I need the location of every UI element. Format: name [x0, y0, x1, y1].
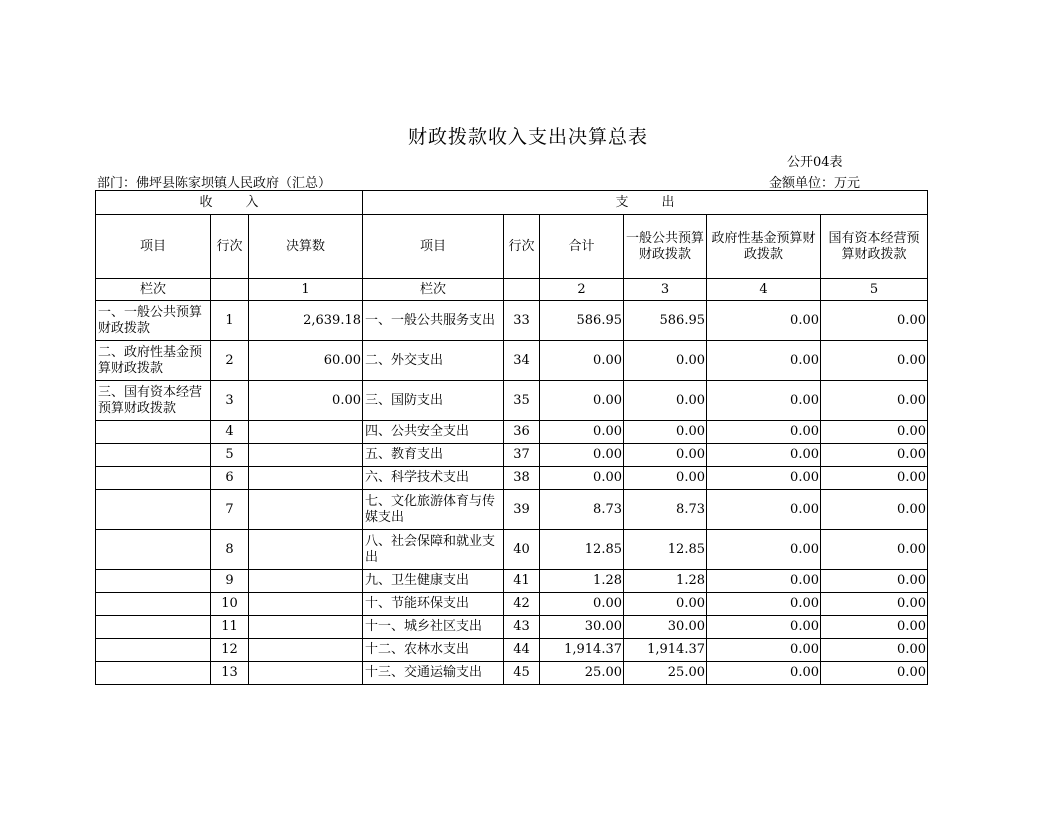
income-item-cell	[96, 530, 211, 570]
actual-value-cell	[249, 530, 363, 570]
fund-cell: 0.00	[707, 593, 821, 616]
col-5: 5	[821, 279, 928, 301]
expense-item-cell: 十一、城乡社区支出	[363, 616, 504, 639]
budget-table	[95, 190, 928, 685]
general-cell: 0.00	[624, 444, 707, 467]
income-row-no-cell: 4	[211, 421, 249, 444]
income-row-no-cell: 7	[211, 490, 249, 530]
general-cell: 30.00	[624, 616, 707, 639]
state-capital-cell: 0.00	[821, 444, 928, 467]
table-row	[96, 341, 928, 381]
column-number-row	[96, 279, 928, 301]
state-capital-cell: 0.00	[821, 381, 928, 421]
general-cell: 0.00	[624, 593, 707, 616]
section-header-row	[96, 191, 928, 215]
income-item-cell	[96, 616, 211, 639]
general-cell: 0.00	[624, 421, 707, 444]
income-row-no-cell: 13	[211, 662, 249, 685]
expense-row-no-cell: 38	[504, 467, 540, 490]
state-capital-cell: 0.00	[821, 490, 928, 530]
income-item-cell	[96, 444, 211, 467]
total-cell: 8.73	[540, 490, 624, 530]
income-item-cell: 二、政府性基金预算财政拨款	[96, 341, 211, 381]
total-cell: 25.00	[540, 662, 624, 685]
income-item-cell: 一、一般公共预算财政拨款	[96, 301, 211, 341]
table-row	[96, 421, 928, 444]
department-label: 部门：佛坪县陈家坝镇人民政府（汇总）	[97, 176, 332, 191]
income-header: 收 入	[96, 191, 363, 215]
general-cell: 0.00	[624, 341, 707, 381]
table-row	[96, 467, 928, 490]
general-cell: 586.95	[624, 301, 707, 341]
actual-value-cell: 0.00	[249, 381, 363, 421]
state-capital-cell: 0.00	[821, 593, 928, 616]
state-capital-cell: 0.00	[821, 301, 928, 341]
general-cell: 1,914.37	[624, 639, 707, 662]
expense-item-cell: 二、外交支出	[363, 341, 504, 381]
income-item-cell	[96, 490, 211, 530]
total-cell: 1,914.37	[540, 639, 624, 662]
expense-row-no-cell: 36	[504, 421, 540, 444]
expense-item-cell: 七、文化旅游体育与传媒支出	[363, 490, 504, 530]
state-capital-cell: 0.00	[821, 341, 928, 381]
income-item-cell	[96, 570, 211, 593]
fund-cell: 0.00	[707, 444, 821, 467]
fund-cell: 0.00	[707, 570, 821, 593]
fund-cell: 0.00	[707, 490, 821, 530]
total-header: 合计	[540, 215, 624, 279]
fund-cell: 0.00	[707, 467, 821, 490]
state-capital-cell: 0.00	[821, 616, 928, 639]
general-cell: 1.28	[624, 570, 707, 593]
actual-value-cell: 60.00	[249, 341, 363, 381]
expense-row-no-cell: 37	[504, 444, 540, 467]
fund-cell: 0.00	[707, 341, 821, 381]
state-capital-cell: 0.00	[821, 467, 928, 490]
actual-value-cell	[249, 444, 363, 467]
expense-header: 支 出	[363, 191, 928, 215]
fund-cell: 0.00	[707, 639, 821, 662]
actual-value-cell	[249, 616, 363, 639]
general-header: 一般公共预算财政拨款	[624, 215, 707, 279]
expense-row-no-cell: 39	[504, 490, 540, 530]
actual-value-cell	[249, 593, 363, 616]
fund-cell: 0.00	[707, 421, 821, 444]
fund-cell: 0.00	[707, 616, 821, 639]
total-cell: 0.00	[540, 341, 624, 381]
expense-row-no-cell: 44	[504, 639, 540, 662]
expense-item-cell: 八、社会保障和就业支出	[363, 530, 504, 570]
column-header-row	[96, 215, 928, 279]
income-row-no-cell: 3	[211, 381, 249, 421]
expense-item-cell: 四、公共安全支出	[363, 421, 504, 444]
actual-value-cell	[249, 490, 363, 530]
income-row-no-cell: 8	[211, 530, 249, 570]
form-number: 公开04表	[787, 155, 843, 170]
expense-item-cell: 十二、农林水支出	[363, 639, 504, 662]
income-item-cell	[96, 662, 211, 685]
expense-row-no-cell: 43	[504, 616, 540, 639]
income-row-no-cell: 11	[211, 616, 249, 639]
table-row	[96, 593, 928, 616]
actual-header: 决算数	[249, 215, 363, 279]
unit-label: 金额单位：万元	[769, 176, 861, 191]
income-row-no-cell: 10	[211, 593, 249, 616]
expense-row-no-cell: 45	[504, 662, 540, 685]
actual-value-cell	[249, 467, 363, 490]
table-row	[96, 301, 928, 341]
expense-item-cell: 六、科学技术支出	[363, 467, 504, 490]
expense-row-no-cell: 41	[504, 570, 540, 593]
expense-item-cell: 三、国防支出	[363, 381, 504, 421]
expense-item-cell: 九、卫生健康支出	[363, 570, 504, 593]
expense-row-no-cell: 40	[504, 530, 540, 570]
general-cell: 8.73	[624, 490, 707, 530]
income-item-cell: 三、国有资本经营预算财政拨款	[96, 381, 211, 421]
general-cell: 25.00	[624, 662, 707, 685]
income-item-cell	[96, 639, 211, 662]
fund-cell: 0.00	[707, 530, 821, 570]
state-capital-header: 国有资本经营预算财政拨款	[821, 215, 928, 279]
actual-value-cell	[249, 662, 363, 685]
col-label: 栏次	[96, 279, 211, 301]
exp-col-label: 栏次	[363, 279, 504, 301]
total-cell: 1.28	[540, 570, 624, 593]
total-cell: 0.00	[540, 593, 624, 616]
col-1: 1	[249, 279, 363, 301]
expense-item-cell: 一、一般公共服务支出	[363, 301, 504, 341]
income-row-no-cell: 5	[211, 444, 249, 467]
expense-row-no-cell: 34	[504, 341, 540, 381]
general-cell: 12.85	[624, 530, 707, 570]
actual-value-cell: 2,639.18	[249, 301, 363, 341]
state-capital-cell: 0.00	[821, 530, 928, 570]
expense-item-cell: 五、教育支出	[363, 444, 504, 467]
expense-row-no-cell: 42	[504, 593, 540, 616]
table-row	[96, 662, 928, 685]
expense-item-cell: 十、节能环保支出	[363, 593, 504, 616]
actual-value-cell	[249, 639, 363, 662]
income-item-header: 项目	[96, 215, 211, 279]
general-cell: 0.00	[624, 467, 707, 490]
fund-cell: 0.00	[707, 381, 821, 421]
page-title: 财政拨款收入支出决算总表	[407, 126, 648, 148]
state-capital-cell: 0.00	[821, 570, 928, 593]
table-row	[96, 530, 928, 570]
expense-row-no-cell: 33	[504, 301, 540, 341]
income-item-cell	[96, 467, 211, 490]
income-row-no-cell: 1	[211, 301, 249, 341]
fund-cell: 0.00	[707, 301, 821, 341]
income-item-cell	[96, 421, 211, 444]
income-row-no-cell: 2	[211, 341, 249, 381]
expense-item-cell: 十三、交通运输支出	[363, 662, 504, 685]
fund-cell: 0.00	[707, 662, 821, 685]
fund-header: 政府性基金预算财政拨款	[707, 215, 821, 279]
table-row	[96, 381, 928, 421]
total-cell: 30.00	[540, 616, 624, 639]
col-2: 2	[540, 279, 624, 301]
table-row	[96, 639, 928, 662]
table-body	[96, 191, 928, 685]
table-row	[96, 444, 928, 467]
total-cell: 12.85	[540, 530, 624, 570]
state-capital-cell: 0.00	[821, 421, 928, 444]
table-row	[96, 490, 928, 530]
actual-value-cell	[249, 570, 363, 593]
income-row-no-cell: 6	[211, 467, 249, 490]
general-cell: 0.00	[624, 381, 707, 421]
col-empty	[211, 279, 249, 301]
expense-row-no-header: 行次	[504, 215, 540, 279]
income-item-cell	[96, 593, 211, 616]
income-row-no-cell: 9	[211, 570, 249, 593]
table-row	[96, 570, 928, 593]
exp-col-empty	[504, 279, 540, 301]
total-cell: 0.00	[540, 444, 624, 467]
income-row-no-cell: 12	[211, 639, 249, 662]
actual-value-cell	[249, 421, 363, 444]
col-4: 4	[707, 279, 821, 301]
total-cell: 0.00	[540, 467, 624, 490]
total-cell: 0.00	[540, 421, 624, 444]
expense-item-header: 项目	[363, 215, 504, 279]
income-row-no-header: 行次	[211, 215, 249, 279]
table-row	[96, 616, 928, 639]
expense-row-no-cell: 35	[504, 381, 540, 421]
state-capital-cell: 0.00	[821, 662, 928, 685]
state-capital-cell: 0.00	[821, 639, 928, 662]
total-cell: 0.00	[540, 381, 624, 421]
total-cell: 586.95	[540, 301, 624, 341]
col-3: 3	[624, 279, 707, 301]
